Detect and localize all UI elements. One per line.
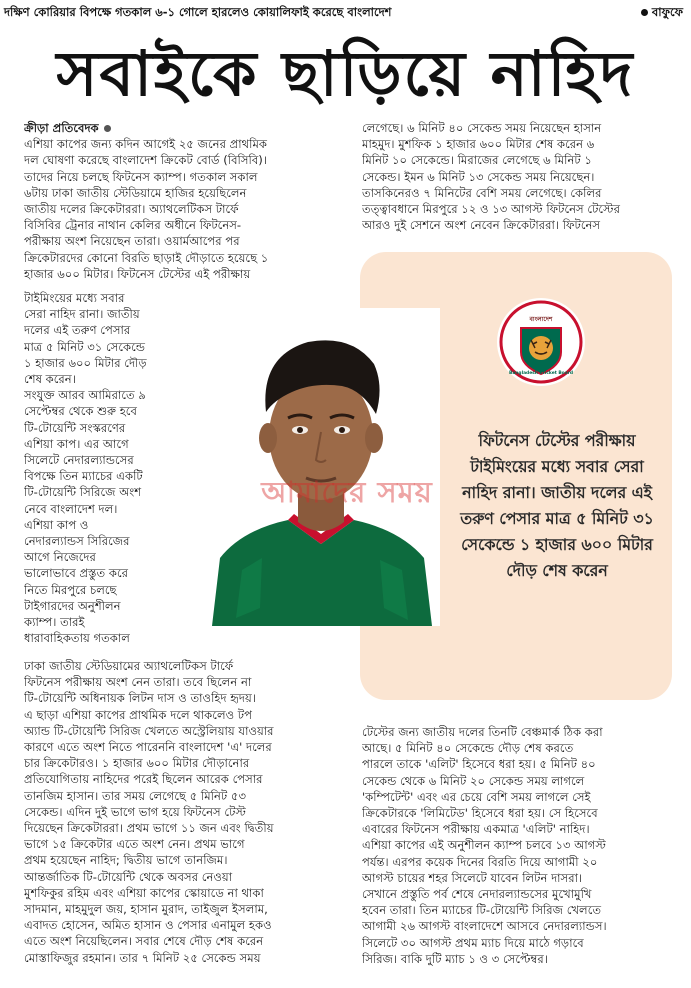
text-line: এবারের ফিটনেস পরীক্ষায় একমাত্র 'এলিট' নাহিদ। <box>362 822 590 837</box>
byline-dot-icon <box>104 125 111 132</box>
column-2-top <box>362 120 684 238</box>
column-1-narrow-text <box>24 290 204 646</box>
text-line: আন্তর্জাতিক টি-টোয়েন্টি থেকে অবসর নেওয়া <box>24 869 233 884</box>
text-line: টেস্টের জন্য জাতীয় দলের তিনটি বেঞ্চমার্ক ঠিক করা <box>362 725 603 739</box>
text-line: পরীক্ষায় অংশ নিয়েছেন তারা। ওয়ার্মআপের পর <box>24 234 240 249</box>
text-line: তানজিম হাসান। তার সময় লেগেছে ৫ মিনিট ৫৩ <box>24 788 246 803</box>
text-line: এতে অংশ নিয়েছিলেন। সবার শেষে দৌড় শেষ করেন <box>24 934 264 949</box>
text-line: ক্যাম্প। তারই <box>24 615 85 630</box>
text-line: এশিয়া কাপের জন্য কদিন আগেই ২৫ জনের প্রাথমিক <box>24 137 268 152</box>
byline <box>24 120 354 136</box>
section-text: বাফুফে <box>651 5 683 19</box>
column-1-bottom-text <box>24 658 354 966</box>
text-line: ফিটনেস পরীক্ষায় অংশ নেন তারা। তবে ছিলেন না <box>24 675 252 690</box>
text-line: প্রথম হয়েছেন নাহিদ; দ্বিতীয় ভাগে তানজিম। <box>24 853 228 868</box>
text-line: টি-টোয়েন্টি অধিনায়ক লিটন দাস ও তাওহিদ হৃদয়। <box>24 691 256 706</box>
text-line: সিরিজ। বাকি দুটি ম্যাচ ১ ও ৩ সেপ্টেম্বর। <box>362 951 548 966</box>
text-line: মোস্তাফিজুর রহমান। তার ৭ মিনিট ২৫ সেকেন্ড সময় <box>24 950 261 965</box>
text-line: ভাগে ১৫ ক্রিকেটার এতে অংশ নেন। প্রথম ভাগে <box>24 837 245 852</box>
bcb-logo <box>497 298 585 386</box>
text-line: ক্রিকেটারকে 'লিমিটেড' হিসেবে ধরা হয়। সে হিসেবে <box>362 806 598 821</box>
text-line: মিনিট ১০ সেকেন্ডে। মিরাজের লেগেছে ৬ মিনিট ১ <box>362 153 592 168</box>
byline-text: ক্রীড়া প্রতিবেদক <box>24 121 99 135</box>
related-kicker: দক্ষিণ কোরিয়ার বিপক্ষে গতকাল ৬-১ গোলে হারলেও কোয়ালিফাই করেছে বাংলাদেশ <box>4 5 392 19</box>
text-line: নিতে মিরপুরে চলছে <box>24 582 117 597</box>
text-line: সেকেন্ড থেকে ৬ মিনিট ২০ সেকেন্ড সময় লাগলে <box>362 773 585 788</box>
section-label <box>641 4 683 23</box>
text-line: পারলে তাকে 'এলিট' হিসেবে ধরা হয়। ৫ মিনিট ৪০ <box>362 757 596 772</box>
text-line: আছে। ৫ মিনিট ৪০ সেকেন্ডে দৌড় শেষ করতে <box>362 741 574 756</box>
text-line: হবেন তারা। তিন ম্যাচের টি-টোয়েন্টি সিরিজ খেলতে <box>362 903 602 918</box>
bcb-logo-bangla-text: বাংলাদেশ <box>529 316 553 323</box>
text-line: এশিয়া কাপ ও <box>24 517 89 532</box>
text-line: তাসকিনেরও ৭ মিনিটের বেশি সময় লেগেছে। কেলির <box>362 185 602 200</box>
text-line: এশিয়া কাপ। এর আগে <box>24 436 129 451</box>
text-line: জাতীয় দলের ক্রিকেটাররা। অ্যাথলেটিকস টার্ফে <box>24 202 239 217</box>
column-1-top-text <box>24 136 354 282</box>
text-line: সেকেন্ড। এদিন দুই ভাগে ভাগ হয়ে ফিটনেস টেস্ট <box>24 804 246 819</box>
text-line: সেরা নাহিদ রানা। জাতীয় <box>24 307 140 322</box>
text-line: আগস্ট চায়ের শহর সিলেটে যাবেন লিটন দাসরা। <box>362 870 583 885</box>
text-line: ক্রিকেটারদের কোনো বিরতি ছাড়াই দৌড়াতে হয়েছে ১ <box>24 250 269 265</box>
text-line: আগে নিজেদের <box>24 550 96 565</box>
text-line: আরও দুই সেশনে অংশ নেবেন ক্রিকেটাররা। ফিটনেস <box>362 218 601 233</box>
text-line: সেকেন্ড। ইমন ৬ মিনিট ১৩ সেকেন্ড সময় নিয়েছেন। <box>362 169 595 184</box>
newspaper-watermark: আমাদের সময় <box>261 475 433 509</box>
player-photo <box>202 308 440 626</box>
text-line: মুশফিকুর রহিম এবং এশিয়া কাপের স্কোয়াডে না থাকা <box>24 885 264 900</box>
headline: সবাইকে ছাড়িয়ে নাহিদ <box>56 37 635 110</box>
text-line: 'কম্পিটেন্ট' এবং এর চেয়ে বেশি সময় লাগলে সেই <box>362 789 591 804</box>
text-line: এ ছাড়া এশিয়া কাপের প্রাথমিক দলে থাকলেও টপ <box>24 707 252 722</box>
bcb-logo-ring-text: Bangladesh Cricket Board <box>509 371 573 376</box>
player-portrait-image <box>202 308 440 626</box>
text-line: টি-টোয়েন্টি সংস্করণের <box>24 420 126 435</box>
top-strip <box>0 0 691 22</box>
column-1-narrow <box>24 290 204 652</box>
column-2-top-text <box>362 120 684 233</box>
column-1-top <box>24 120 354 298</box>
text-line: টি-টোয়েন্টি সিরিজে অংশ <box>24 485 142 500</box>
text-line: বিসিবির ট্রেনার নাথান কেলির অধীনে ফিটনেস- <box>24 218 242 233</box>
text-line: টাইমিংয়ের মধ্যে সবার <box>24 291 125 305</box>
column-1-bottom <box>24 658 354 983</box>
text-line: সেপ্টেম্বর থেকে শুরু হবে <box>24 404 137 419</box>
text-line: তাদের নিয়ে চলছে ফিটনেস ক্যাম্প। গতকাল সকাল <box>24 169 258 184</box>
text-line: আগামী ২৬ আগস্ট বাংলাদেশে আসবে নেদারল্যান্ডস। <box>362 919 607 934</box>
text-line: লেগেছে। ৬ মিনিট ৪০ সেকেন্ড সময় নিয়েছেন হাসান <box>362 121 602 135</box>
text-line: ভালোভাবে প্রস্তুত করে <box>24 566 128 581</box>
text-line: বিপক্ষে তিন ম্যাচের একটি <box>24 469 143 484</box>
text-line: দলের এই তরুণ পেসার <box>24 323 131 338</box>
text-line: ৬টায় ঢাকা জাতীয় স্টেডিয়ামে হাজির হয়েছিলেন <box>24 185 247 200</box>
text-line: ধারাবাহিকতায় গতকাল <box>24 631 130 646</box>
column-2-bottom <box>362 724 684 984</box>
text-line: তত্ত্বাবধানে মিরপুরে ১২ ও ১৩ আগস্ট ফিটনেস টেস্টের <box>362 202 620 217</box>
text-line: নেদারল্যান্ডস সিরিজের <box>24 534 130 549</box>
text-line: এশিয়া কাপের এই অনুশীলন ক্যাম্প চলবে ১৩ আগস্ট <box>362 838 606 853</box>
text-line: মাহমুদ। মুশফিক ১ হাজার ৬০০ মিটার শেষ করেন ৬ <box>362 137 595 152</box>
text-line: সিলেটে নেদারল্যান্ডসের <box>24 453 134 468</box>
text-line: সেখানে প্রস্তুতি পর্ব শেষে নেদারল্যান্ডসের মুখোমুখি <box>362 887 592 902</box>
text-line: অ্যান্ড টি-টোয়েন্টি সিরিজ খেলতে অস্ট্রেলিয়ায় যাওয়ার <box>24 723 274 738</box>
text-line: পর্যন্ত। এরপর কয়েক দিনের বিরতি দিয়ে আগামী ২০ <box>362 854 598 869</box>
text-line: এবাদত হোসেন, অমিত হাসান ও পেসার এনামুল হকও <box>24 918 272 933</box>
text-line: সংযুক্ত আরব আমিরাতে ৯ <box>24 388 146 403</box>
text-line: দিয়েছেন ক্রিকেটাররা। প্রথম ভাগে ১১ জন এবং দ্বিতীয় <box>24 821 274 836</box>
text-line: সাদমান, মাহমুদুল জয়, হাসান মুরাদ, তাইজুল ইসলাম, <box>24 902 268 917</box>
text-line: শেষ করেন। <box>24 372 76 387</box>
text-line: চার ক্রিকেটারও। ১ হাজার ৬০০ মিটার দৌড়ানোর <box>24 756 250 771</box>
text-line: সিলেটে ৩০ আগস্ট প্রথম ম্যাচ দিয়ে মাঠে গড়াবে <box>362 935 584 950</box>
pull-quote: ফিটনেস টেস্টের পরীক্ষায় টাইমিংয়ের মধ্যে সবার সেরা নাহিদ রানা। জাতীয় দলের এই তরুণ পেসার মাত্র ৫ মিনিট ৩১ সেকেন্ডে ১ হাজার ৬০০ মিটার দৌড় শেষ করেন <box>460 431 654 580</box>
column-2-bottom-text <box>362 724 684 967</box>
text-line: মাত্র ৫ মিনিট ৩১ সেকেন্ডে <box>24 339 145 354</box>
bullet-icon <box>641 9 648 16</box>
text-line: প্রতিযোগিতায় নাহিদের পরেই ছিলেন আরেক পেসার <box>24 772 263 787</box>
text-line: ১ হাজার ৬০০ মিটার দৌড় <box>24 355 147 370</box>
text-line: হাজার ৬০০ মিটার। ফিটনেস টেস্টের এই পরীক্ষায় <box>24 266 251 281</box>
text-line: দল ঘোষণা করেছে বাংলাদেশ ক্রিকেট বোর্ড (বিসিবি)। <box>24 153 267 168</box>
text-line: টাইগারদের অনুশীলন <box>24 598 121 613</box>
text-line: নেবে বাংলাদেশ দল। <box>24 501 118 516</box>
text-line: কারণে এতে অংশ নিতে পারেননি বাংলাদেশ 'এ' দলের <box>24 740 272 755</box>
text-line: ঢাকা জাতীয় স্টেডিয়ামের অ্যাথলেটিকস টার্ফে <box>24 659 234 673</box>
